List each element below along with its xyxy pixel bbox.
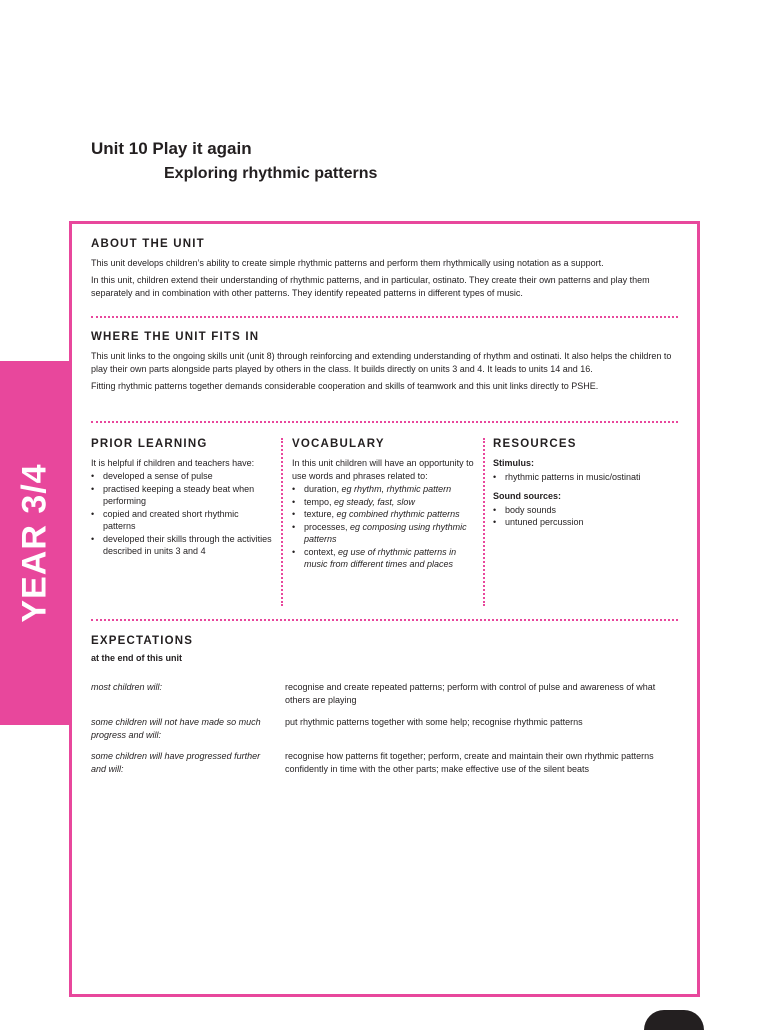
about-section — [91, 238, 678, 304]
prior-heading: PRIOR LEARNING — [91, 438, 208, 450]
list-item — [292, 508, 475, 521]
vocab-term: context, — [304, 546, 336, 557]
column-divider — [483, 438, 485, 606]
about-paragraph: This unit develops children’s ability to create simple rhythmic patterns and perform them rhythmically using notation as a support. — [91, 258, 604, 268]
about-heading: ABOUT THE UNIT — [91, 238, 205, 250]
vocab-term: processes, — [304, 521, 348, 532]
prior-list — [91, 470, 273, 558]
section-divider — [91, 316, 678, 318]
vocabulary-column — [292, 438, 475, 571]
list-item — [292, 483, 475, 496]
expectations-section — [91, 635, 678, 666]
vocab-term: duration, — [304, 484, 340, 494]
vocabulary-intro: In this unit children will have an opportunity to use words and phrases related to: — [292, 458, 474, 481]
section-divider — [91, 421, 678, 423]
fits-heading: WHERE THE UNIT FITS IN — [91, 331, 260, 343]
expectation-label: some children will not have made so much progress and will: — [91, 717, 261, 740]
vocab-example: eg rhythm, rhythmic pattern — [341, 484, 452, 494]
section-divider — [91, 619, 678, 621]
vocabulary-heading: VOCABULARY — [292, 438, 385, 450]
sound-sources-list — [493, 504, 679, 529]
list-item — [292, 546, 475, 571]
unit-subtitle: Exploring rhythmic patterns — [164, 165, 378, 182]
fits-section — [91, 331, 678, 397]
list-item: • practised keeping a steady beat when performing — [91, 483, 273, 508]
list-item — [292, 521, 475, 546]
publisher-logo — [644, 1010, 704, 1030]
expectations-heading: EXPECTATIONS — [91, 635, 194, 647]
about-paragraph: In this unit, children extend their understanding of rhythmic patterns, and in particular, ostinato. They create their own patterns and play them separately and in combination with other patterns. They identify repeated patterns in different types of music. — [91, 275, 650, 298]
list-item: • body sounds — [493, 504, 679, 517]
expectation-text: recognise how patterns fit together; perform, create and maintain their own rhythmic patterns confidently in time with the other parts; make effective use of the silent beats — [285, 751, 654, 774]
list-item: • copied and created short rhythmic patterns — [91, 508, 273, 533]
expectation-text: recognise and create repeated patterns; perform with control of pulse and awareness of what others are playing — [285, 682, 656, 705]
list-item: • developed their skills through the activities described in units 3 and 4 — [91, 533, 273, 558]
sound-sources-label: Sound sources: — [493, 490, 562, 501]
list-item: • untuned percussion — [493, 516, 679, 529]
list-item: • rhythmic patterns in music/ostinati — [493, 471, 679, 484]
list-item — [292, 496, 475, 509]
vocab-example: eg steady, fast, slow — [334, 496, 415, 507]
vocabulary-list — [292, 483, 475, 571]
unit-overview-panel — [69, 221, 700, 997]
year-tab — [0, 361, 70, 725]
unit-title: Unit 10 Play it again — [91, 139, 252, 158]
vocab-term: texture, — [304, 509, 335, 519]
vocab-example: eg use of rhythmic patterns in music from different times and places — [304, 546, 457, 569]
fits-paragraph: This unit links to the ongoing skills unit (unit 8) through reinforcing and extending understanding of rhythm and ostinati. It also helps the children to play their own parts alongside parts played by others in the class. It builds directly on units 3 and 4. It leads to units 14 and 16. — [91, 351, 672, 374]
expectation-label: most children will: — [91, 682, 163, 692]
column-divider — [281, 438, 283, 606]
vocab-term: tempo, — [304, 496, 332, 507]
expectations-subheading: at the end of this unit — [91, 653, 182, 663]
year-tab-label: YEAR 3/4 — [15, 463, 54, 623]
prior-learning-column — [91, 438, 273, 558]
resources-column — [493, 438, 679, 529]
stimulus-list — [493, 471, 679, 484]
stimulus-label: Stimulus: — [493, 458, 535, 468]
vocab-example: eg combined rhythmic patterns — [336, 509, 460, 519]
resources-heading: RESOURCES — [493, 438, 577, 450]
vocab-example: eg composing using rhythmic patterns — [304, 521, 467, 544]
expectation-text: put rhythmic patterns together with some help; recognise rhythmic patterns — [285, 717, 583, 727]
list-item: • developed a sense of pulse — [91, 470, 273, 483]
fits-paragraph: Fitting rhythmic patterns together demands considerable cooperation and skills of teamwork and this unit links directly to PSHE. — [91, 381, 599, 391]
prior-intro: It is helpful if children and teachers have: — [91, 458, 255, 468]
expectation-label: some children will have progressed further and will: — [91, 751, 261, 774]
